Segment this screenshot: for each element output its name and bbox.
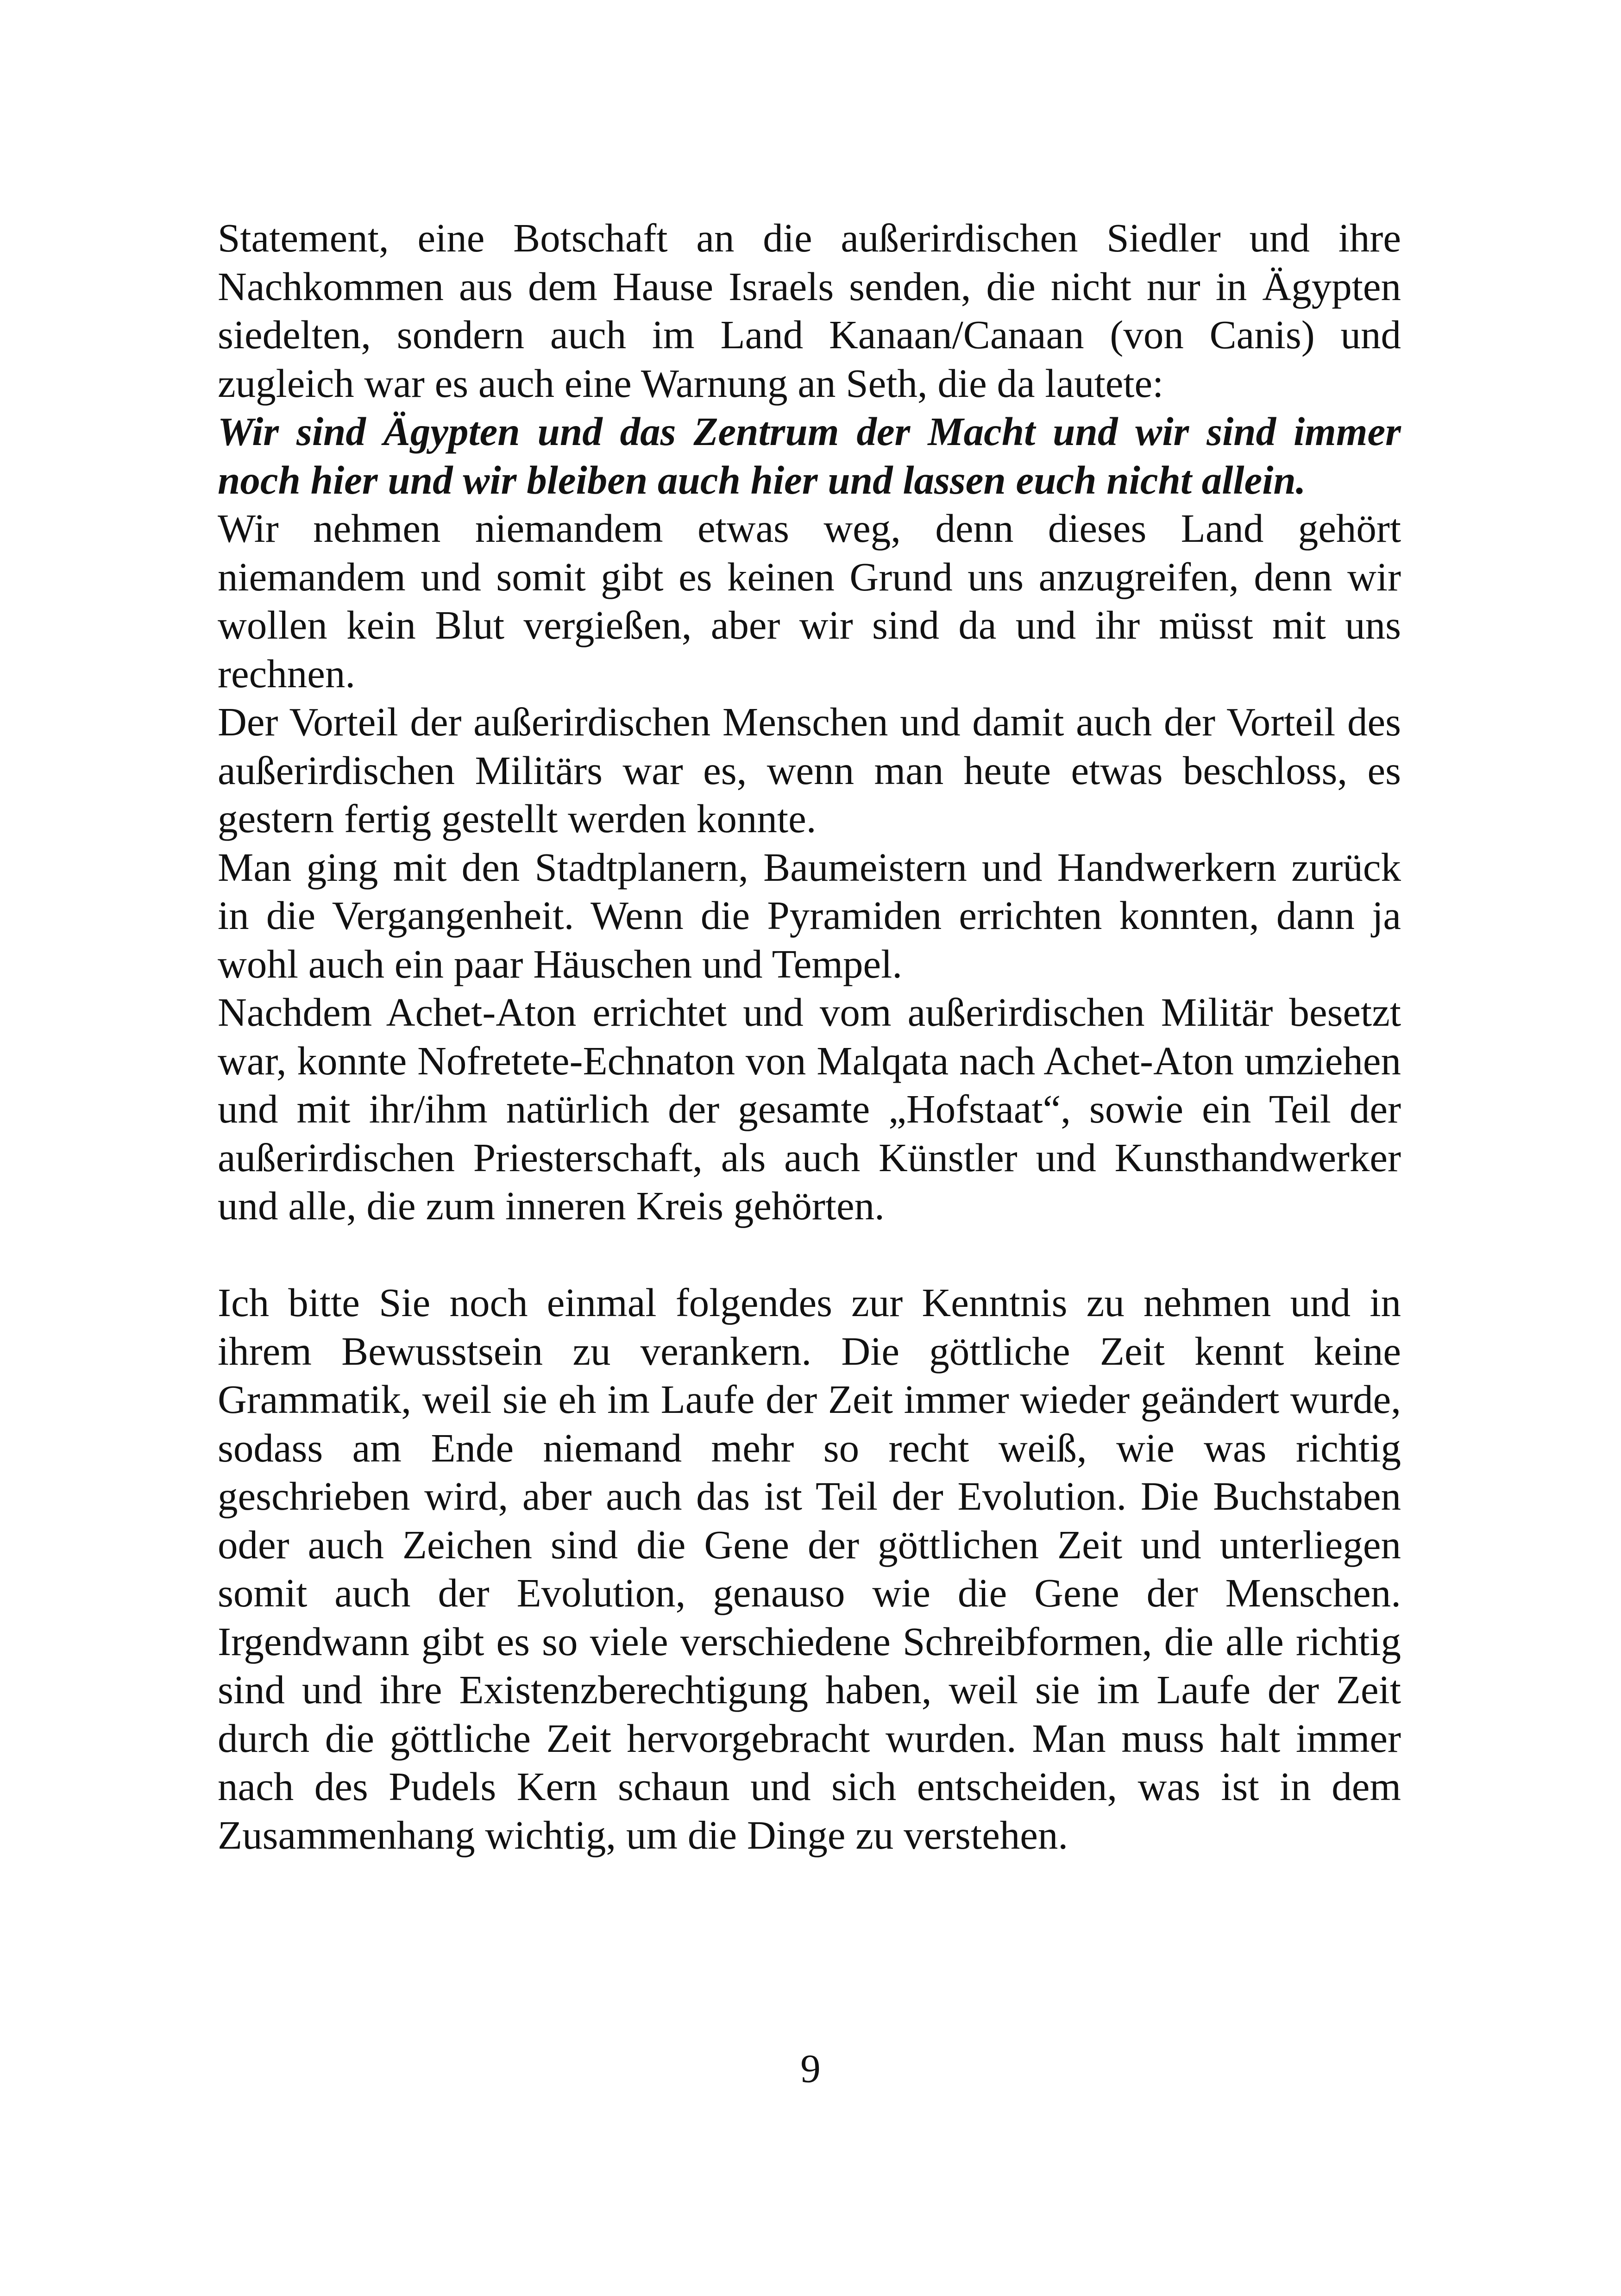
paragraph-no-taking: Wir nehmen niemandem etwas weg, denn dieses Land gehört niemandem und somit gibt es keinen Grund uns anzugreifen, denn wir wollen kein Blut vergießen, aber wir sind da und ihr müsst mit uns rechnen.	[218, 506, 1401, 696]
paragraph-statement: Statement, eine Botschaft an die außerirdischen Siedler und ihre Nachkommen aus dem Hause Israels senden, die nicht nur in Ägypten siedelten, sondern auch im Land Kanaan/Canaan (von Canis) und zugleich war es auch eine Warnung an Seth, die da lautete:	[218, 215, 1401, 406]
paragraph-emphasis-quote: Wir sind Ägypten und das Zentrum der Macht und wir sind immer noch hier und wir bleiben auch hier und lassen euch nicht allein.	[218, 409, 1401, 502]
paragraph-grammar: Ich bitte Sie noch einmal folgendes zur Kenntnis zu nehmen und in ihrem Bewusstsein zu verankern. Die göttliche Zeit kennt keine Grammatik, weil sie eh im Laufe der Zeit immer wieder geändert wurde, sodass am Ende niemand mehr so recht weiß, wie was richtig geschrieben wird, aber auch das ist Teil der Evolution. Die Buchstaben oder auch Zeichen sind die Gene der göttlichen Zeit und unterliegen somit auch der Evolution, genauso wie die Gene der Menschen. Irgendwann gibt es so viele verschiedene Schreibformen, die alle richtig sind und ihre Existenzberechtigung haben, weil sie im Laufe der Zeit durch die göttliche Zeit hervorgebracht wurden. Man muss halt immer nach des Pudels Kern schaun und sich entscheiden, was ist in dem Zusammenhang wichtig, um die Dinge zu verstehen.	[218, 1280, 1401, 1857]
paragraph-advantage: Der Vorteil der außerirdischen Menschen und damit auch der Vorteil des außerirdischen Militärs war es, wenn man heute etwas beschloss, es gestern fertig gestellt werden konnte.	[218, 699, 1401, 841]
paragraph-city-planners: Man ging mit den Stadtplanern, Baumeistern und Handwerkern zurück in die Vergangenheit. Wenn die Pyramiden errichten konnten, dann ja wohl auch ein paar Häuschen und Tempel.	[218, 844, 1401, 986]
paragraph-achet-aton: Nachdem Achet-Aton errichtet und vom außerirdischen Militär besetzt war, konnte Nofretete-Echnaton von Malqata nach Achet-Aton umziehen und mit ihr/ihm natürlich der gesamte „Hofstaat“, sowie ein Teil der außerirdischen Priesterschaft, als auch Künstler und Kunsthandwerker und alle, die zum inneren Kreis gehörten.	[218, 990, 1401, 1228]
paragraph-gap	[218, 1230, 1401, 1279]
page-number: 9	[800, 2046, 821, 2091]
body-text	[218, 214, 1401, 1859]
